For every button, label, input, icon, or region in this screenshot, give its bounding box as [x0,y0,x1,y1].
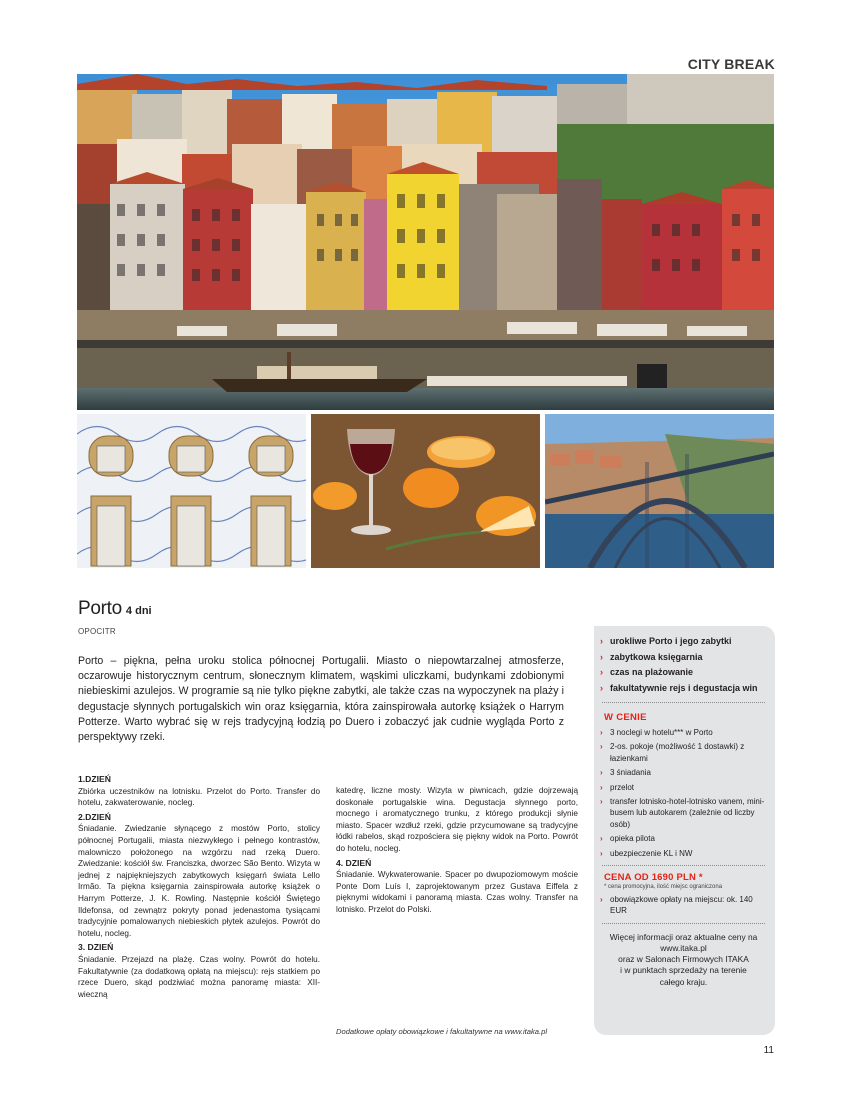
chevron-right-icon: › [600,768,603,778]
chevron-right-icon: › [600,834,603,844]
included-item: › transfer lotnisko-hotel-lotnisko vanem, mini-busem lub autokarem (zależnie od liczby osób) [600,797,765,829]
trip-duration: 4 dni [125,605,152,617]
divider [602,702,765,703]
day4-text: Śniadanie. Wykwaterowanie. Spacer po dwupoziomowym moście Ponte Dom Luís I, zaprojektowanym przez Gustava Eiffela z pięknymi widokami i panoramą miasta. Czas wolny. Transfer na lotnisko. Przelot do Polski. [336,870,578,914]
price-line: CENA OD 1690 PLN * [604,872,703,884]
included-item: › 3 śniadania [600,768,651,778]
port-wine-photo [311,414,540,568]
included-item: › 2-os. pokoje (możliwość 1 dostawki) z łazienkami [600,742,745,763]
chevron-right-icon: › [600,782,603,792]
day1-text: Zbiórka uczestników na lotnisku. Przelot do Porto. Transfer do hotelu, zakwaterowanie, nocleg. [78,786,320,808]
included-item: › przelot [600,782,635,792]
chevron-right-icon: › [600,682,603,693]
day2-heading: 2.DZIEŃ [78,811,111,822]
fees-list [600,894,767,917]
day3-text-part2: katedrę, liczne mosty. Wizyta w piwnicach, gdzie dojrzewają doskonałe portugalskie wina. Degustacja słynnego porto, mocnego i aromatycznego trunku, z którego produkcji słynie miasto. Spacer wzdłuż rzeki, gdzie przycumowane są tradycyjne łódki rabelos, skąd rozpościera się piękny widok na Porto. Powrót do hotelu, nocleg. [336,786,578,853]
day1-heading: 1.DZIEŃ [78,774,111,784]
website-link[interactable]: www.itaka.pl [660,943,707,954]
itinerary-column-left [78,772,320,1003]
more-info: Więcej informacji oraz aktualne ceny na www.itaka.pl oraz w Salonach Firmowych ITAKA i w punktach sprzedaży na terenie całego kraju. [600,932,767,988]
highlights-list [600,634,767,696]
offer-sidebar [594,626,775,1035]
divider [602,923,765,924]
chevron-right-icon: › [600,895,603,905]
day3-heading: 3. DZIEŃ [78,942,114,953]
fees-footnote: Dodatkowe opłaty obowiązkowe i fakultatywne na www.itaka.pl [336,1027,548,1036]
highlight-item: › czas na plażowanie [600,665,767,681]
chevron-right-icon: › [600,667,603,677]
section-label: CITY BREAK [687,56,775,72]
page-number: 11 [763,1045,774,1056]
divider [602,865,765,866]
included-item: › opieka pilota [600,834,655,844]
price-note: * cena promocyjna, ilość miejsc ograniczona [604,884,723,891]
trip-code: OPOCITR [78,627,116,636]
included-item: › 3 noclegi w hotelu*** w Porto [600,728,713,737]
dom-luis-bridge-photo [545,414,774,568]
chevron-right-icon: › [600,797,603,807]
included-heading: W CENIE [604,712,647,723]
mandatory-fee-item: › obowiązkowe opłaty na miejscu: ok. 140 EUR [600,895,753,916]
chevron-right-icon: › [600,651,603,662]
chevron-right-icon: › [600,636,603,646]
itinerary-column-right [336,785,578,919]
trip-title-name: Porto [78,598,122,619]
trip-title [78,598,152,620]
day4-heading: 4. DZIEŃ [336,857,372,868]
trip-intro: Porto – piękna, pełna uroku stolica północnej Portugalii. Miasto o niepowtarzalnej atmosferze, oczarowuje historycznym centrum, słonecznym klimatem, wąskimi uliczkami, budynkami zdobionymi niebieskimi azulejos. W programie są nie tylko piękne zabytki, ale także czas na wypoczynek na plaży i degustacje słynnych portugalskich win oraz księgarnia, która zainspirowała autorkę książek o Harrym Potterze. Warto wybrać się w rejs tradycyjną łodzią po Duero i zobaczyć jak cudnie wygląda Porto z perspektywy rzeki. [78,655,564,744]
included-list [600,727,767,859]
highlight-item: › urokliwe Porto i jego zabytki [600,634,767,650]
highlight-item: › zabytkowa księgarnia [600,650,767,666]
porto-panorama-photo [77,74,774,410]
chevron-right-icon: › [600,848,603,858]
chevron-right-icon: › [600,728,603,737]
highlight-item: › fakultatywnie rejs i degustacja win [600,681,767,697]
included-item: › ubezpieczenie KL i NW [600,848,693,858]
azulejo-facade-photo [77,414,306,568]
chevron-right-icon: › [600,742,603,752]
day3-text-part1: Śniadanie. Przejazd na plażę. Czas wolny. Powrót do hotelu. Fakultatywnie (za dodatkową opłatą na miejscu): rejs statkiem po rzece Duero, skąd podziwiać można panoramę miasta: XII-wieczną [78,954,320,999]
day2-text: Śniadanie. Zwiedzanie słynącego z mostów Porto, stolicy północnej Portugalii, miasta niezwykłego i pełnego kontrastów, malowniczo położonego na wzgórzu nad rzeką Duero. Zwiedzanie: kościół św. Franciszka, dworzec São Bento. Wizyta w jednej z najpiękniejszych zabytkowych księgarń świata Lello Irmão. Ta piękna księgarnia zainspirowała autorkę książek o Harrym Potterze, J. K. Rowling. Następnie kościół Świętego Ildefonsa, od zewnątrz pokryty ponad jedenastoma tysiącami tradycyjnie pomalowanych niebieskich płytek azulejos. Powrót do hotelu, nocleg. [78,824,320,938]
